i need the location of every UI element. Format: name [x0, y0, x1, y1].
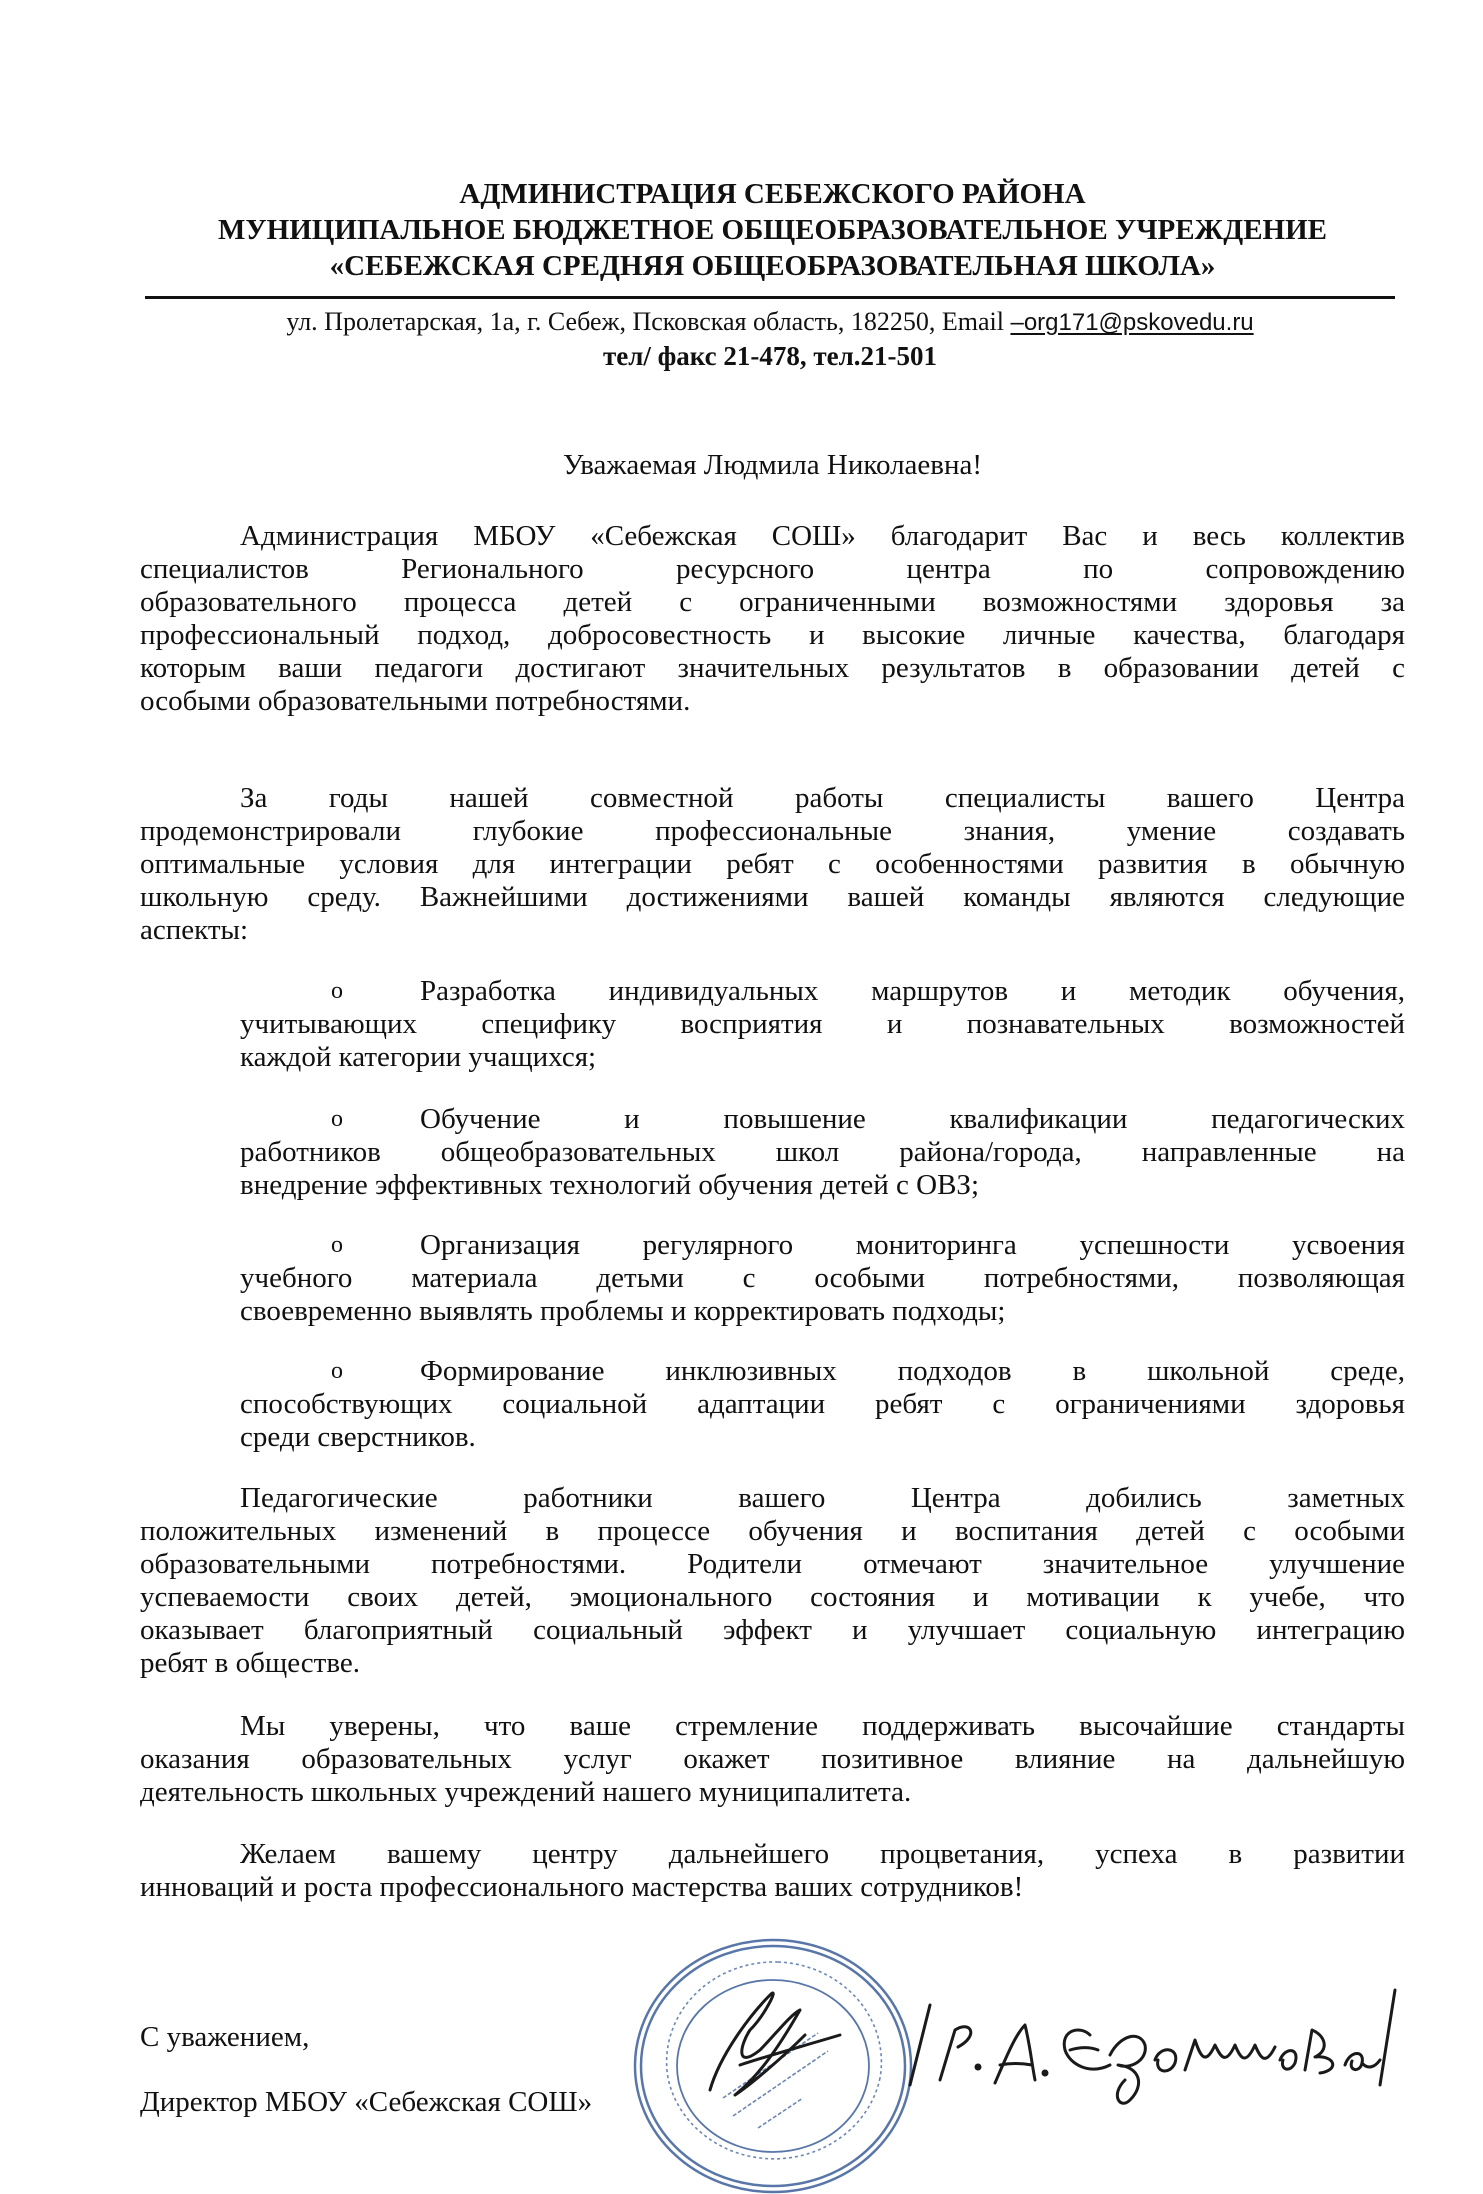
paragraph-line: положительных изменений в процессе обучения и воспитания детей с особыми: [140, 1515, 1405, 1547]
paragraph-line: Мы уверены, что ваше стремление поддерживать высочайшие стандарты: [240, 1710, 1405, 1742]
paragraph-line: деятельность школьных учреждений нашего муниципалитета.: [140, 1776, 912, 1808]
closing-position: Директор МБОУ «Себежская СОШ»: [140, 2086, 593, 2118]
paragraph-line: особыми образовательными потребностями.: [140, 685, 691, 717]
list-item-line: учебного материала детьми с особыми потребностями, позволяющая: [240, 1262, 1405, 1294]
paragraph-line: успеваемости своих детей, эмоционального состояния и мотивации к учебе, что: [140, 1581, 1405, 1613]
paragraph-line: школьную среду. Важнейшими достижениями вашей команды являются следующие: [140, 881, 1405, 913]
paragraph-line: Желаем вашему центру дальнейшего процветания, успеха в развитии: [240, 1838, 1405, 1870]
list-item-line: Формирование инклюзивных подходов в школьной среде,: [420, 1355, 1405, 1387]
paragraph-line: оказания образовательных услуг окажет позитивное влияние на дальнейшую: [140, 1743, 1405, 1775]
email-link[interactable]: –org171@pskovedu.ru: [1010, 309, 1254, 336]
letterhead-line-1: АДМИНИСТРАЦИЯ СЕБЕЖСКОГО РАЙОНА: [459, 178, 1086, 210]
greeting: Уважаемая Людмила Николаевна!: [562, 449, 983, 481]
list-item-line: Обучение и повышение квалификации педагогических: [420, 1103, 1405, 1135]
paragraph-line: которым ваши педагоги достигают значительных результатов в образовании детей с: [140, 652, 1405, 684]
closing-regards: С уважением,: [140, 2021, 310, 2053]
list-item-line: Разработка индивидуальных маршрутов и методик обучения,: [420, 975, 1405, 1007]
paragraph-line: ребят в обществе.: [140, 1647, 360, 1679]
list-item-line: Организация регулярного мониторинга успешности усвоения: [420, 1229, 1405, 1261]
list-item-line: среди сверстников.: [240, 1421, 476, 1453]
paragraph-line: образовательными потребностями. Родители отмечают значительное улучшение: [140, 1548, 1405, 1580]
paragraph-line: аспекты:: [140, 914, 249, 946]
paragraph-line: За годы нашей совместной работы специалисты вашего Центра: [240, 782, 1405, 814]
paragraph-line: инноваций и роста профессионального мастерства ваших сотрудников!: [140, 1871, 1024, 1903]
list-item-line: каждой категории учащихся;: [240, 1041, 597, 1073]
paragraph-line: профессиональный подход, добросовестность и высокие личные качества, благодаря: [140, 619, 1405, 651]
letterhead-line-2: МУНИЦИПАЛЬНОЕ БЮДЖЕТНОЕ ОБЩЕОБРАЗОВАТЕЛЬНОЕ УЧРЕЖДЕНИЕ: [217, 214, 1328, 246]
paragraph-line: Педагогические работники вашего Центра добились заметных: [240, 1482, 1405, 1514]
letterhead-rule: [145, 296, 1395, 299]
paragraph-line: оптимальные условия для интеграции ребят с особенностями развития в обычную: [140, 848, 1405, 880]
bullet-circle-icon: o: [331, 1106, 343, 1132]
bullet-circle-icon: o: [331, 1358, 343, 1384]
handwritten-signature: [640, 1975, 1400, 2115]
list-item-line: своевременно выявлять проблемы и корректировать подходы;: [240, 1295, 1006, 1327]
paragraph-line: Администрация МБОУ «Себежская СОШ» благодарит Вас и весь коллектив: [240, 520, 1405, 552]
bullet-circle-icon: o: [331, 1232, 343, 1258]
letterhead-phones: тел/ факс 21-478, тел.21-501: [602, 341, 938, 371]
address-text: ул. Пролетарская, 1а, г. Себеж, Псковская область, 182250, Email: [286, 307, 1011, 336]
list-item-line: способствующих социальной адаптации ребят с ограничениями здоровья: [240, 1388, 1405, 1420]
letterhead-line-3: «СЕБЕЖСКАЯ СРЕДНЯЯ ОБЩЕОБРАЗОВАТЕЛЬНАЯ ШКОЛА»: [329, 250, 1216, 282]
paragraph-line: оказывает благоприятный социальный эффект и улучшает социальную интеграцию: [140, 1614, 1405, 1646]
bullet-circle-icon: o: [331, 978, 343, 1004]
paragraph-line: продемонстрировали глубокие профессиональные знания, умение создавать: [140, 815, 1405, 847]
paragraph-line: специалистов Регионального ресурсного центра по сопровождению: [140, 553, 1405, 585]
list-item-line: работников общеобразовательных школ района/города, направленные на: [240, 1136, 1405, 1168]
paragraph-line: образовательного процесса детей с ограниченными возможностями здоровья за: [140, 586, 1405, 618]
list-item-line: учитывающих специфику восприятия и познавательных возможностей: [240, 1008, 1405, 1040]
list-item-line: внедрение эффективных технологий обучения детей с ОВЗ;: [240, 1169, 980, 1201]
letterhead-address: [145, 306, 1395, 338]
